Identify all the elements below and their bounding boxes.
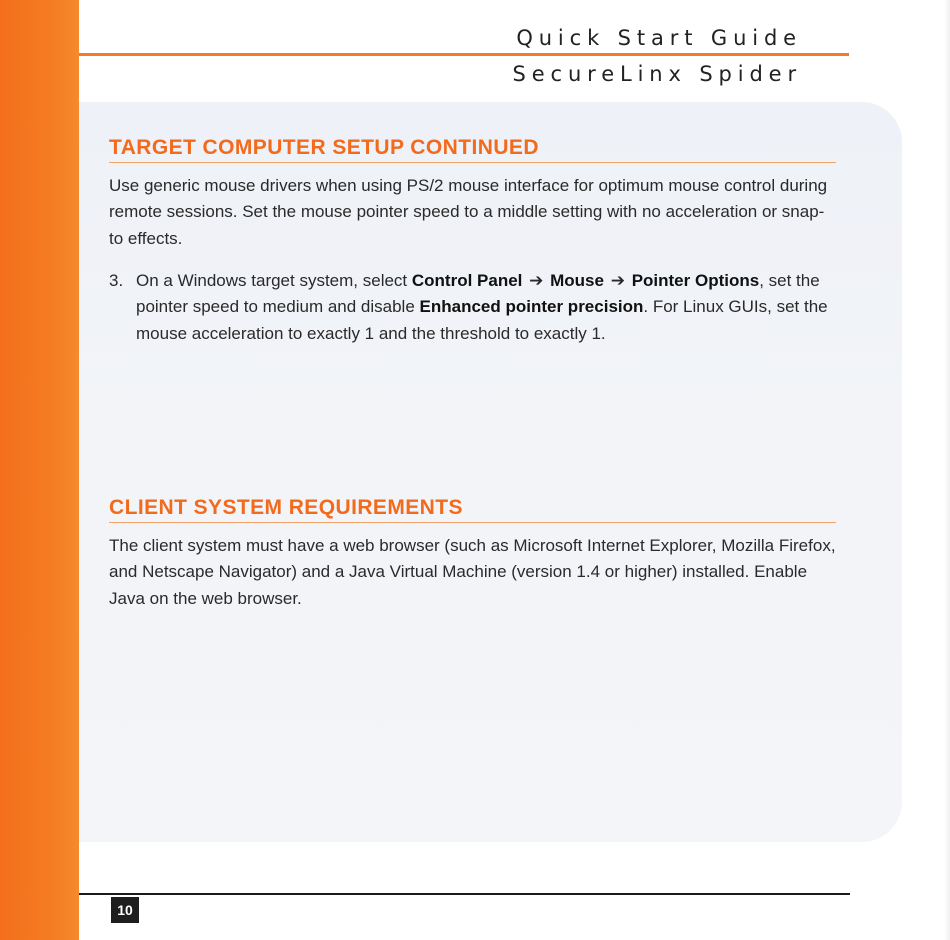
- footer-rule: [79, 893, 850, 895]
- section-target-setup: [109, 136, 836, 347]
- section-paragraph-client-requirements: The client system must have a web browser (such as Microsoft Internet Explorer, Mozilla Firefox, and Netscape Navigator) and a Java Virtual Machine (version 1.4 or higher) installed. Enable Java on the web browser.: [109, 536, 836, 608]
- pointer-options-label: Pointer Options: [631, 271, 760, 291]
- guide-title: Quick Start Guide: [516, 26, 802, 50]
- step-text-part: , set the pointer speed to medium and disable: [136, 271, 820, 317]
- mouse-label: Mouse: [550, 271, 604, 291]
- header-rule: [79, 53, 849, 56]
- page-number: 10: [111, 897, 139, 923]
- step-3: [109, 268, 836, 347]
- section-client-requirements: [109, 496, 836, 612]
- section-heading-target-setup: TARGET COMPUTER SETUP CONTINUED: [109, 136, 836, 163]
- arrow-right-icon: ➔: [610, 271, 625, 291]
- step-number: 3.: [109, 271, 124, 291]
- step-text-part: . For Linux GUIs, set the mouse acceleration to exactly 1 and the threshold to exactly 1.: [136, 297, 828, 343]
- enhanced-pointer-precision-label: Enhanced pointer precision: [419, 297, 644, 317]
- section-heading-client-requirements: CLIENT SYSTEM REQUIREMENTS: [109, 496, 836, 523]
- control-panel-label: Control Panel: [411, 271, 523, 291]
- section-paragraph-target-setup: Use generic mouse drivers when using PS/2 mouse interface for optimum mouse control during remote sessions. Set the mouse pointer speed to a middle setting with no acceleration or snap-to effects.: [109, 176, 828, 248]
- arrow-right-icon: ➔: [529, 271, 544, 291]
- product-name: SecureLinx Spider: [512, 62, 802, 86]
- orange-side-bar: [0, 0, 79, 940]
- step-text: [136, 268, 836, 347]
- step-text-part: On a Windows target system, select: [136, 271, 412, 291]
- page-edge-shadow: [944, 0, 950, 940]
